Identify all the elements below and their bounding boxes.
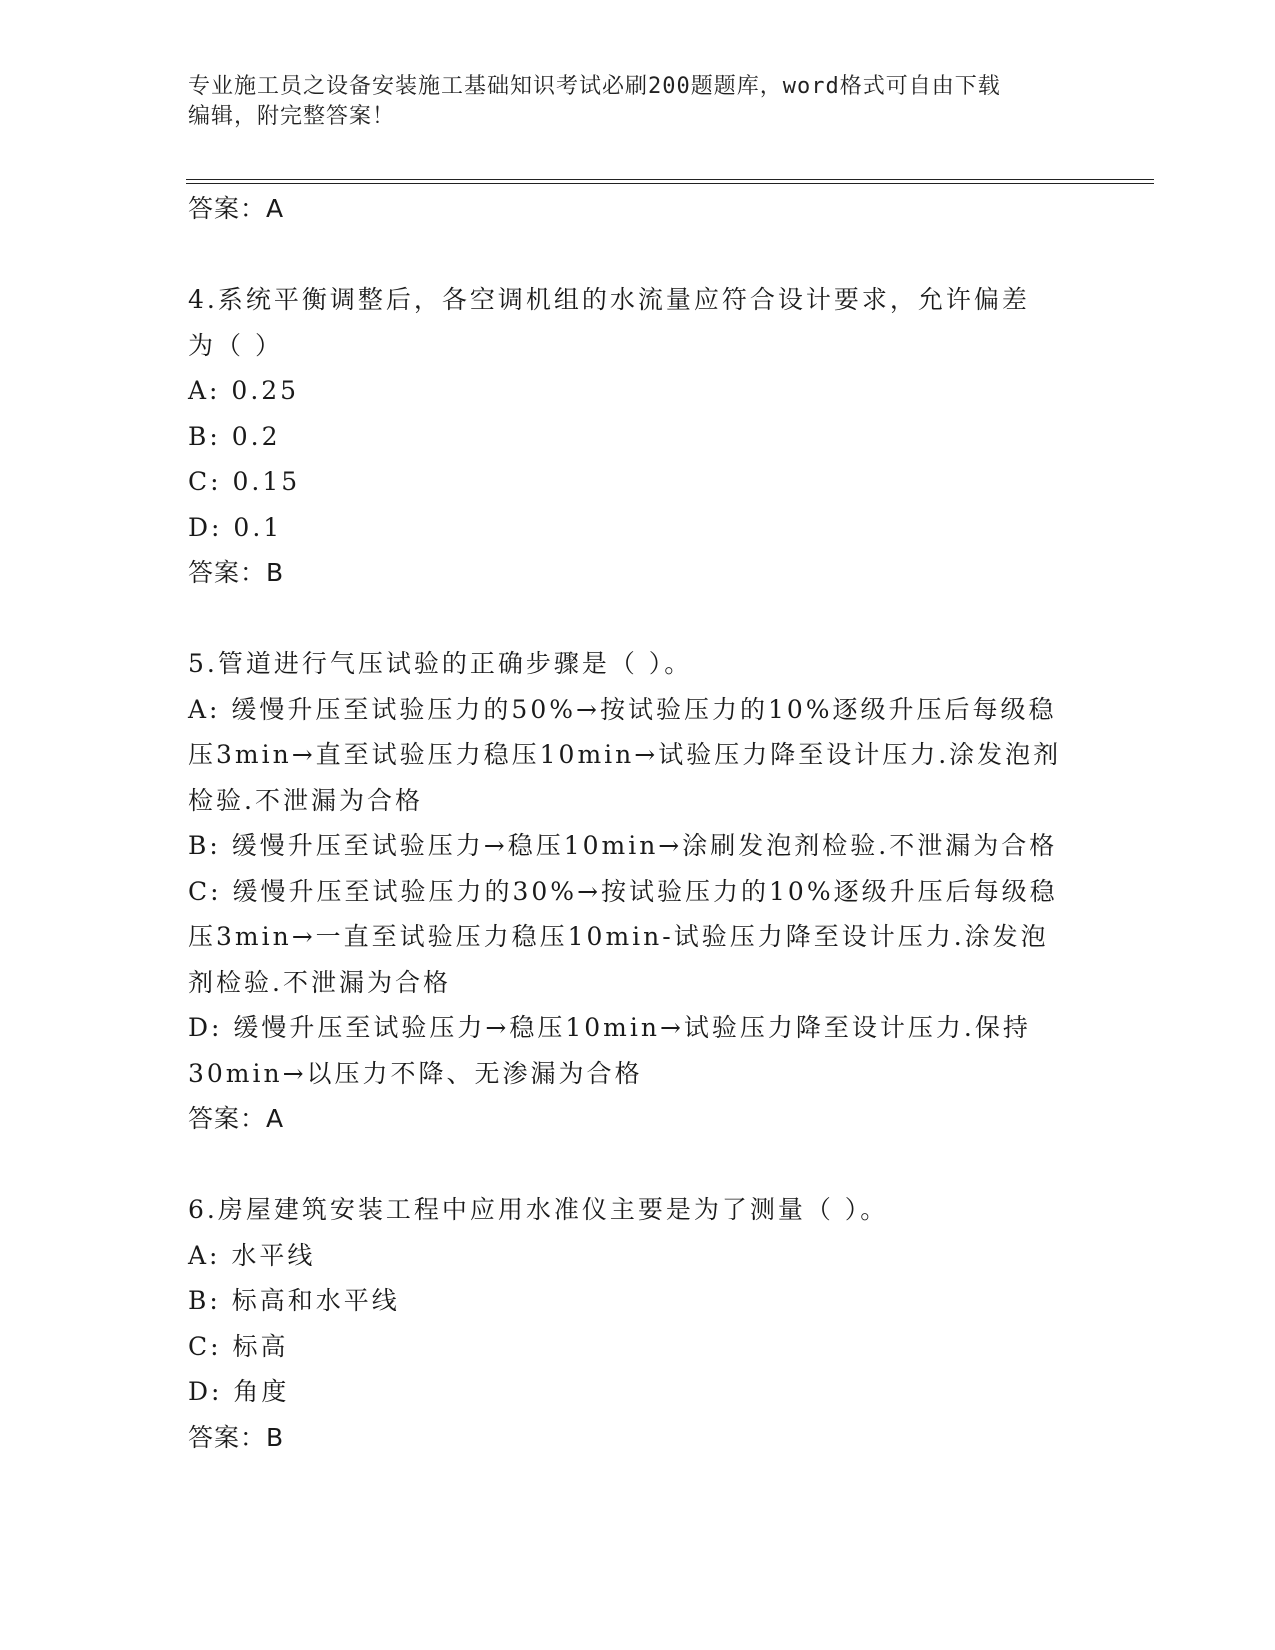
option-c-continued: 压3min→一直至试验压力稳压10min-试验压力降至设计压力.涂发泡 (188, 922, 1049, 951)
question-stem: 6.房屋建筑安装工程中应用水准仪主要是为了测量（ ）。 (188, 1195, 889, 1224)
option-d-continued: 30min→以压力不降、无渗漏为合格 (188, 1058, 643, 1088)
option-d: D: 缓慢升压至试验压力→稳压10min→试验压力降至设计压力.保持 (188, 1013, 1031, 1042)
option-c: C: 0.15 (188, 467, 301, 496)
header-line-1: 专业施工员之设备安装施工基础知识考试必刷200题题库，word格式可自由下载 (188, 74, 1001, 99)
question-stem: 4.系统平衡调整后，各空调机组的水流量应符合设计要求，允许偏差 (188, 285, 1030, 314)
question-stem: 5.管道进行气压试验的正确步骤是（ ）。 (188, 649, 693, 678)
question-4 (188, 277, 1088, 596)
spacer (188, 232, 1088, 278)
header-line-2: 编辑，附完整答案！ (188, 104, 396, 129)
document-header (188, 72, 1068, 132)
option-b: B: 标高和水平线 (188, 1286, 400, 1315)
spacer (188, 596, 1088, 642)
answer: 答案：B (188, 558, 285, 587)
option-c: C: 标高 (188, 1331, 289, 1361)
spacer (188, 1142, 1088, 1188)
option-c-continued: 剂检验.不泄漏为合格 (188, 967, 451, 997)
option-a: A: 缓慢升压至试验压力的50%→按试验压力的10%逐级升压后每级稳 (188, 694, 1057, 724)
option-a-continued: 检验.不泄漏为合格 (188, 785, 423, 815)
header-rule-top (186, 179, 1154, 180)
option-b: B: 缓慢升压至试验压力→稳压10min→涂刷发泡剂检验.不泄漏为合格 (188, 831, 1058, 860)
document-body (188, 186, 1088, 1460)
option-d: D: 0.1 (188, 512, 283, 542)
option-b: B: 0.2 (188, 421, 281, 451)
question-5 (188, 641, 1088, 1142)
question-stem-continued: 为（ ） (188, 330, 283, 360)
option-a-continued: 压3min→直至试验压力稳压10min→试验压力降至设计压力.涂发泡剂 (188, 740, 1062, 769)
header-rule-bottom (186, 183, 1154, 184)
option-d: D: 角度 (188, 1377, 290, 1406)
answer: 答案：A (188, 1104, 285, 1133)
previous-answer: 答案：A (188, 194, 285, 223)
option-a: A: 水平线 (188, 1240, 316, 1270)
question-6 (188, 1187, 1088, 1460)
option-a: A: 0.25 (188, 376, 300, 405)
answer: 答案：B (188, 1422, 285, 1452)
option-c: C: 缓慢升压至试验压力的30%→按试验压力的10%逐级升压后每级稳 (188, 876, 1058, 906)
